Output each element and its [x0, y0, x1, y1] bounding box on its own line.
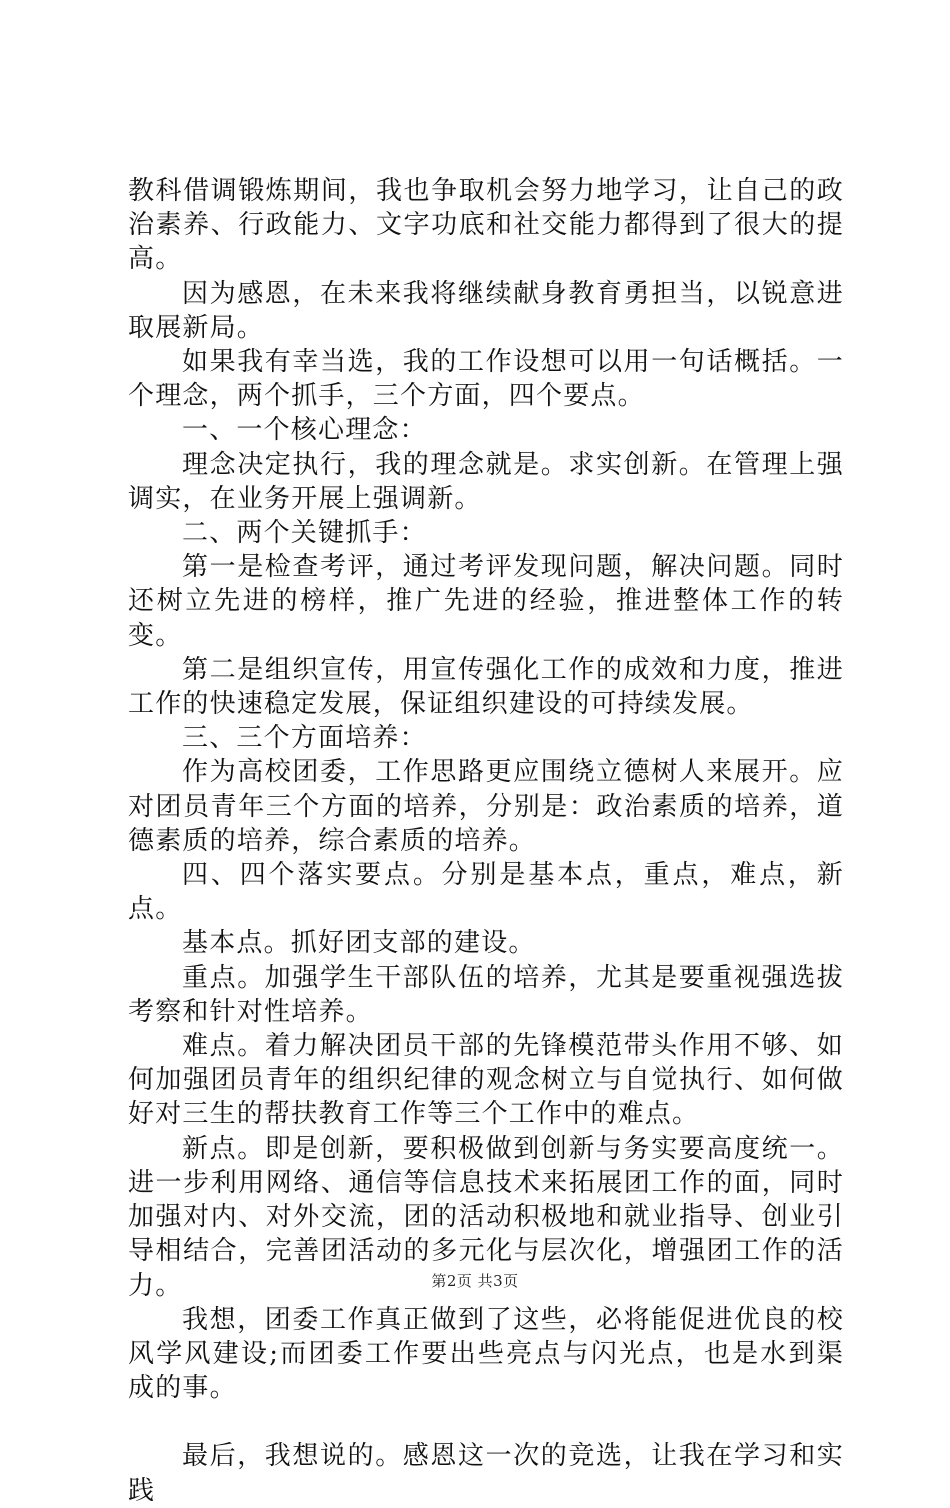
- paragraph-16: 我想，团委工作真正做到了这些，必将能促进优良的校风学风建设;而团委工作要出些亮点与闪光点，也是水到渠成的事。: [128, 1304, 844, 1404]
- paragraph-14: 难点。着力解决团员干部的先锋模范带头作用不够、如何加强团员青年的组织纪律的观念树立与自觉执行、如何做好对三生的帮扶教育工作等三个工作中的难点。: [128, 1031, 844, 1130]
- paragraph-15: 新点。即是创新，要积极做到创新与务实要高度统一。进一步利用网络、通信等信息技术来拓展团工作的面，同时加强对内、对外交流，团的活动积极地和就业指导、创业引导相结合，完善团活动的多元化与层次化，增强团工作的活力。: [128, 1133, 844, 1301]
- paragraph-2: 因为感恩，在未来我将继续献身教育勇担当，以锐意进取展新局。: [128, 278, 844, 343]
- paragraph-5: 理念决定执行，我的理念就是。求实创新。在管理上强调实，在业务开展上强调新。: [128, 449, 844, 514]
- paragraph-13: 重点。加强学生干部队伍的培养，尤其是要重视强选拔考察和针对性培养。: [128, 962, 844, 1027]
- paragraph-12: 基本点。抓好团支部的建设。: [182, 928, 536, 959]
- section-heading-3: 三、三个方面培养：: [182, 723, 427, 754]
- paragraph-3: 如果我有幸当选，我的工作设想可以用一句话概括。一个理念，两个抓手，三个方面，四个要点。: [128, 347, 844, 412]
- section-heading-2: 二、两个关键抓手：: [182, 518, 427, 549]
- section-heading-4: 四、四个落实要点。分别是基本点，重点，难点，新点。: [128, 860, 844, 925]
- paragraph-7: 第一是检查考评，通过考评发现问题，解决问题。同时还树立先进的榜样，推广先进的经验，推进整体工作的转变。: [128, 552, 844, 651]
- paragraph-10: 作为高校团委，工作思路更应围绕立德树人来展开。应对团员青年三个方面的培养，分别是：政治素质的培养，道德素质的培养，综合素质的培养。: [128, 757, 844, 856]
- page-footer: [0, 1270, 950, 1291]
- paragraph-17: 最后，我想说的。感恩这一次的竞选，让我在学习和实践: [128, 1441, 844, 1506]
- document-body: [128, 174, 844, 1508]
- paragraph-8: 第二是组织宣传，用宣传强化工作的成效和力度，推进工作的快速稳定发展，保证组织建设的可持续发展。: [128, 654, 844, 720]
- paragraph-1: 教科借调锻炼期间，我也争取机会努力地学习，让自己的政治素养、行政能力、文字功底和社交能力都得到了很大的提高。: [128, 176, 844, 275]
- page-number: 第2页 共3页: [431, 1272, 519, 1290]
- section-heading-1: 一、一个核心理念：: [182, 415, 427, 446]
